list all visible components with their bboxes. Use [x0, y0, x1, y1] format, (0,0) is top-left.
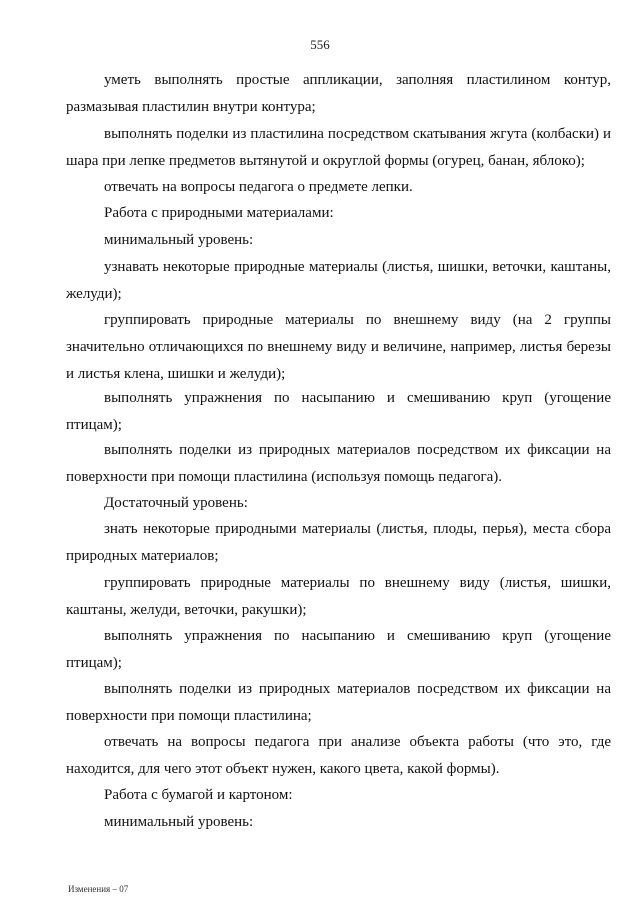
paragraph: отвечать на вопросы педагога о предмете лепки.: [104, 179, 413, 195]
page-number: 556: [310, 37, 330, 52]
paragraph: группировать природные материалы по внешнему виду (листья, шишки, каштаны, желуди, веточки, ракушки);: [66, 575, 611, 618]
paragraph: выполнять поделки из природных материалов посредством их фиксации на поверхности при помощи пластилина;: [66, 681, 611, 724]
level-heading: минимальный уровень:: [104, 232, 254, 248]
paragraph: выполнять упражнения по насыпанию и смешиванию круп (угощение птицам);: [66, 628, 611, 671]
section-heading: Работа с природными материалами:: [104, 205, 334, 221]
paragraph: выполнять поделки из пластилина посредством скатывания жгута (колбаски) и шара при лепке предметов вытянутой и округлой формы (огурец, банан, яблоко);: [66, 126, 611, 169]
paragraph: знать некоторые природными материалы (листья, плоды, перья), места сбора природных материалов;: [66, 521, 611, 564]
paragraph: группировать природные материалы по внешнему виду (на 2 группы значительно отличающихся по внешнему виду и величине, например, листья березы и листья клена, шишки и желуди);: [66, 312, 611, 382]
paragraph: выполнять поделки из природных материалов посредством их фиксации на поверхности при помощи пластилина (используя помощь педагога).: [66, 442, 611, 485]
footer-revision: Изменения – 07: [68, 884, 129, 894]
section-heading: Работа с бумагой и картоном:: [104, 787, 293, 803]
paragraph: уметь выполнять простые аппликации, заполняя пластилином контур, размазывая пластилин внутри контура;: [66, 72, 611, 115]
level-heading: минимальный уровень:: [104, 814, 254, 830]
paragraph: выполнять упражнения по насыпанию и смешиванию круп (угощение птицам);: [66, 390, 611, 433]
paragraph: узнавать некоторые природные материалы (листья, шишки, веточки, каштаны, желуди);: [66, 259, 611, 302]
paragraph: отвечать на вопросы педагога при анализе объекта работы (что это, где находится, для чего этот объект нужен, какого цвета, какой формы).: [66, 734, 611, 777]
level-heading: Достаточный уровень:: [104, 495, 248, 511]
